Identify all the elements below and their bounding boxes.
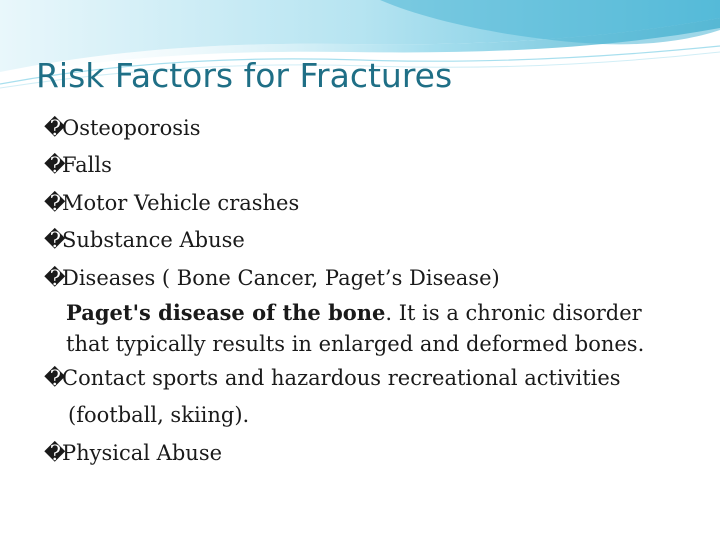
bullet-glyph: � xyxy=(44,153,66,178)
bullet-glyph: � xyxy=(44,440,66,465)
list-item-text: Osteoporosis xyxy=(62,116,201,140)
bullet-list xyxy=(44,110,684,472)
bullet-glyph: � xyxy=(44,366,66,391)
list-item xyxy=(44,185,684,222)
list-item-text: Motor Vehicle crashes xyxy=(62,190,300,215)
list-item xyxy=(44,222,684,259)
note-text: . It is a chronic disorder that typically results in enlarged and deformed bones. xyxy=(66,301,645,357)
list-item xyxy=(44,260,684,297)
list-item-text: Substance Abuse xyxy=(62,228,245,253)
list-item xyxy=(44,360,684,435)
bullet-glyph: � xyxy=(44,228,66,253)
list-item xyxy=(44,147,684,184)
list-item-continuation: (football, skiing). xyxy=(68,403,250,428)
list-item xyxy=(44,110,684,147)
note-bold-term: Paget's disease of the bone xyxy=(66,300,386,326)
list-item-text: Physical Abuse xyxy=(62,440,223,465)
bullet-glyph: � xyxy=(44,265,66,290)
slide-title: Risk Factors for Fractures xyxy=(36,56,453,95)
bullet-glyph: � xyxy=(44,190,66,215)
bullet-glyph: � xyxy=(44,116,66,140)
list-item-text: Contact sports and hazardous recreational activities xyxy=(62,366,621,391)
list-item-text: Diseases ( Bone Cancer, Paget’s Disease) xyxy=(62,265,500,290)
list-item xyxy=(44,435,684,472)
list-item-text: Falls xyxy=(62,153,112,178)
pagets-disease-note xyxy=(44,297,684,360)
